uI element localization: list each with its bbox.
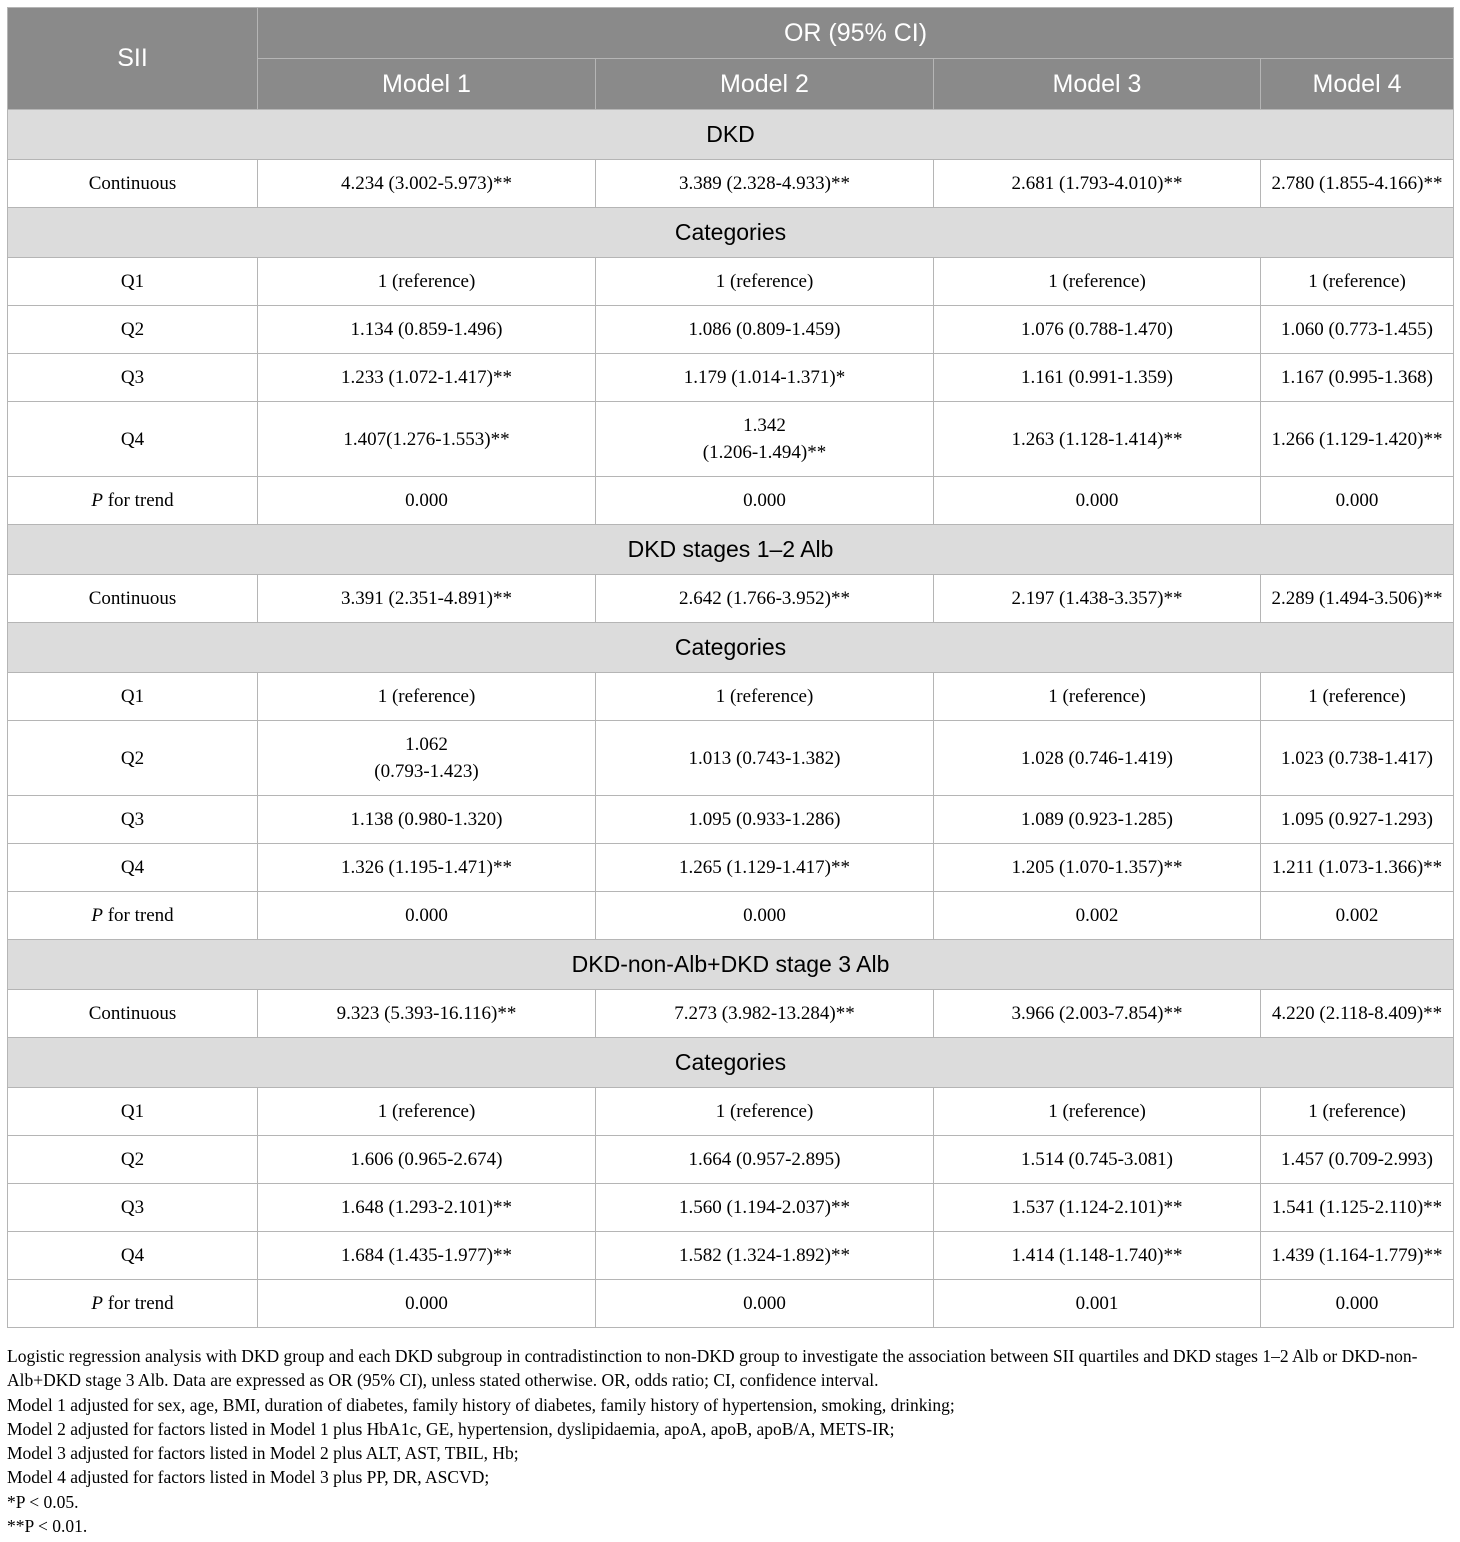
or-cell: 4.234 (3.002-5.973)**: [258, 160, 596, 208]
p-trend-value: 0.000: [934, 477, 1261, 525]
or-cell: 1.086 (0.809-1.459): [596, 306, 934, 354]
or-cell: 1.560 (1.194-2.037)**: [596, 1184, 934, 1232]
p-trend-value: 0.001: [934, 1280, 1261, 1328]
or-cell: 1 (reference): [1261, 258, 1454, 306]
row-label: Q3: [8, 796, 258, 844]
p-trend-value: 0.000: [258, 1280, 596, 1328]
continuous-row: [8, 990, 1454, 1038]
table-row: [8, 402, 1454, 477]
p-symbol: P: [91, 1293, 103, 1314]
table-row: [8, 673, 1454, 721]
row-label: Q2: [8, 1136, 258, 1184]
table-header: [8, 8, 1454, 110]
header-or-ci: OR (95% CI): [258, 8, 1454, 59]
or-cell: 1.326 (1.195-1.471)**: [258, 844, 596, 892]
or-cell: 1.664 (0.957-2.895): [596, 1136, 934, 1184]
row-label: Q1: [8, 1088, 258, 1136]
footnote-line: *P < 0.05.: [7, 1491, 79, 1512]
or-cell: 1.161 (0.991-1.359): [934, 354, 1261, 402]
or-cell: 1 (reference): [1261, 673, 1454, 721]
table-body: [8, 110, 1454, 1328]
table-row: [8, 258, 1454, 306]
or-cell: 1.023 (0.738-1.417): [1261, 721, 1454, 796]
or-cell: 1 (reference): [934, 258, 1261, 306]
table-row: [8, 354, 1454, 402]
categories-label: Categories: [8, 623, 1454, 673]
or-cell: 2.289 (1.494-3.506)**: [1261, 575, 1454, 623]
or-cell: 1 (reference): [596, 258, 934, 306]
row-label: Continuous: [8, 160, 258, 208]
footnote-line: **P < 0.01.: [7, 1516, 88, 1537]
or-cell: 1.684 (1.435-1.977)**: [258, 1232, 596, 1280]
table-row: [8, 1088, 1454, 1136]
header-sii: SII: [8, 8, 258, 110]
p-symbol: P: [91, 905, 103, 926]
p-trend-value: 0.002: [1261, 892, 1454, 940]
or-cell: 1.265 (1.129-1.417)**: [596, 844, 934, 892]
or-cell: 1.407(1.276-1.553)**: [258, 402, 596, 477]
or-cell: 1.167 (0.995-1.368): [1261, 354, 1454, 402]
p-trend-value: 0.000: [596, 1280, 934, 1328]
row-label: Q1: [8, 258, 258, 306]
p-trend-label: [8, 477, 258, 525]
section-header-row: [8, 525, 1454, 575]
footnote-line: Model 3 adjusted for factors listed in Model 2 plus ALT, AST, TBIL, Hb;: [7, 1443, 519, 1464]
categories-header-row: [8, 208, 1454, 258]
or-cell: 3.391 (2.351-4.891)**: [258, 575, 596, 623]
section-title: DKD: [8, 110, 1454, 160]
row-label: Continuous: [8, 575, 258, 623]
or-cell: 1.028 (0.746-1.419): [934, 721, 1261, 796]
or-cell: 4.220 (2.118-8.409)**: [1261, 990, 1454, 1038]
continuous-row: [8, 575, 1454, 623]
table-row: [8, 796, 1454, 844]
categories-header-row: [8, 1038, 1454, 1088]
p-trend-value: 0.000: [596, 892, 934, 940]
p-trend-text: for trend: [102, 490, 174, 511]
row-label: Q4: [8, 402, 258, 477]
or-cell: 1.606 (0.965-2.674): [258, 1136, 596, 1184]
or-cell: 1.263 (1.128-1.414)**: [934, 402, 1261, 477]
table-row: [8, 306, 1454, 354]
p-trend-value: 0.000: [258, 892, 596, 940]
p-trend-value: 0.000: [258, 477, 596, 525]
row-label: Q4: [8, 1232, 258, 1280]
footnote-line: Model 4 adjusted for factors listed in Model 3 plus PP, DR, ASCVD;: [7, 1467, 490, 1488]
or-cell: 1.537 (1.124-2.101)**: [934, 1184, 1261, 1232]
or-cell: 1.266 (1.129-1.420)**: [1261, 402, 1454, 477]
or-cell: 1 (reference): [1261, 1088, 1454, 1136]
or-cell: 1.582 (1.324-1.892)**: [596, 1232, 934, 1280]
or-cell: 1 (reference): [934, 673, 1261, 721]
or-cell: 1.060 (0.773-1.455): [1261, 306, 1454, 354]
or-cell: 1.457 (0.709-2.993): [1261, 1136, 1454, 1184]
section-title: DKD stages 1–2 Alb: [8, 525, 1454, 575]
or-cell: 2.197 (1.438-3.357)**: [934, 575, 1261, 623]
or-cell: 1.095 (0.933-1.286): [596, 796, 934, 844]
or-cell: 1.414 (1.148-1.740)**: [934, 1232, 1261, 1280]
footnote-line: Model 2 adjusted for factors listed in Model 1 plus HbA1c, GE, hypertension, dyslipidaemia, apoA, apoB, apoB/A, METS-IR;: [7, 1418, 895, 1439]
header-model-3: Model 3: [934, 59, 1261, 110]
or-cell: 1.205 (1.070-1.357)**: [934, 844, 1261, 892]
or-cell: 1.062 (0.793-1.423): [258, 721, 596, 796]
or-cell: 1.138 (0.980-1.320): [258, 796, 596, 844]
or-cell: 1 (reference): [258, 1088, 596, 1136]
categories-label: Categories: [8, 1038, 1454, 1088]
row-label: Q4: [8, 844, 258, 892]
row-label: Continuous: [8, 990, 258, 1038]
or-cell: 1.233 (1.072-1.417)**: [258, 354, 596, 402]
row-label: Q3: [8, 1184, 258, 1232]
p-trend-value: 0.000: [1261, 477, 1454, 525]
table-row: [8, 1184, 1454, 1232]
table-row: [8, 1136, 1454, 1184]
p-trend-row: [8, 892, 1454, 940]
or-cell: 1.095 (0.927-1.293): [1261, 796, 1454, 844]
or-cell: 1.179 (1.014-1.371)*: [596, 354, 934, 402]
table-row: [8, 1232, 1454, 1280]
or-cell: 1 (reference): [596, 1088, 934, 1136]
categories-label: Categories: [8, 208, 1454, 258]
row-label: Q2: [8, 306, 258, 354]
or-cell: 1.089 (0.923-1.285): [934, 796, 1261, 844]
or-cell: 1.439 (1.164-1.779)**: [1261, 1232, 1454, 1280]
p-trend-text: for trend: [102, 1293, 174, 1314]
or-cell: 2.780 (1.855-4.166)**: [1261, 160, 1454, 208]
table-footnotes: [7, 1344, 1457, 1538]
or-cell: 1.134 (0.859-1.496): [258, 306, 596, 354]
or-cell: 9.323 (5.393-16.116)**: [258, 990, 596, 1038]
or-cell: 2.681 (1.793-4.010)**: [934, 160, 1261, 208]
or-cell: 1.342 (1.206-1.494)**: [596, 402, 934, 477]
or-cell: 1.211 (1.073-1.366)**: [1261, 844, 1454, 892]
or-cell: 1.013 (0.743-1.382): [596, 721, 934, 796]
p-trend-label: [8, 892, 258, 940]
p-trend-row: [8, 1280, 1454, 1328]
footnote-line: Logistic regression analysis with DKD group and each DKD subgroup in contradistinction to non-DKD group to investigate the association between SII quartiles and DKD stages 1–2 Alb or DKD-non-Alb+DKD stage 3 Alb. Data are expressed as OR (95% CI), unless stated otherwise. OR, odds ratio; CI, confidence interval.: [7, 1346, 1418, 1391]
or-cell: 1.076 (0.788-1.470): [934, 306, 1261, 354]
row-label: Q3: [8, 354, 258, 402]
or-cell: 1 (reference): [934, 1088, 1261, 1136]
or-cell: 1.514 (0.745-3.081): [934, 1136, 1261, 1184]
or-cell: 1.648 (1.293-2.101)**: [258, 1184, 596, 1232]
or-cell: 1 (reference): [596, 673, 934, 721]
section-header-row: [8, 110, 1454, 160]
or-cell: 1 (reference): [258, 673, 596, 721]
or-cell: 1.541 (1.125-2.110)**: [1261, 1184, 1454, 1232]
or-cell: 1 (reference): [258, 258, 596, 306]
or-cell: 3.389 (2.328-4.933)**: [596, 160, 934, 208]
footnote-line: Model 1 adjusted for sex, age, BMI, duration of diabetes, family history of diabetes, family history of hypertension, smoking, drinking;: [7, 1394, 955, 1415]
p-symbol: P: [91, 490, 103, 511]
header-model-4: Model 4: [1261, 59, 1454, 110]
categories-header-row: [8, 623, 1454, 673]
or-cell: 7.273 (3.982-13.284)**: [596, 990, 934, 1038]
p-trend-row: [8, 477, 1454, 525]
p-trend-text: for trend: [102, 905, 174, 926]
table-row: [8, 721, 1454, 796]
p-trend-value: 0.000: [596, 477, 934, 525]
or-cell: 3.966 (2.003-7.854)**: [934, 990, 1261, 1038]
regression-table: [7, 7, 1454, 1328]
header-model-1: Model 1: [258, 59, 596, 110]
header-model-2: Model 2: [596, 59, 934, 110]
row-label: Q2: [8, 721, 258, 796]
section-title: DKD-non-Alb+DKD stage 3 Alb: [8, 940, 1454, 990]
p-trend-value: 0.000: [1261, 1280, 1454, 1328]
section-header-row: [8, 940, 1454, 990]
or-cell: 2.642 (1.766-3.952)**: [596, 575, 934, 623]
p-trend-label: [8, 1280, 258, 1328]
table-row: [8, 844, 1454, 892]
row-label: Q1: [8, 673, 258, 721]
continuous-row: [8, 160, 1454, 208]
p-trend-value: 0.002: [934, 892, 1261, 940]
